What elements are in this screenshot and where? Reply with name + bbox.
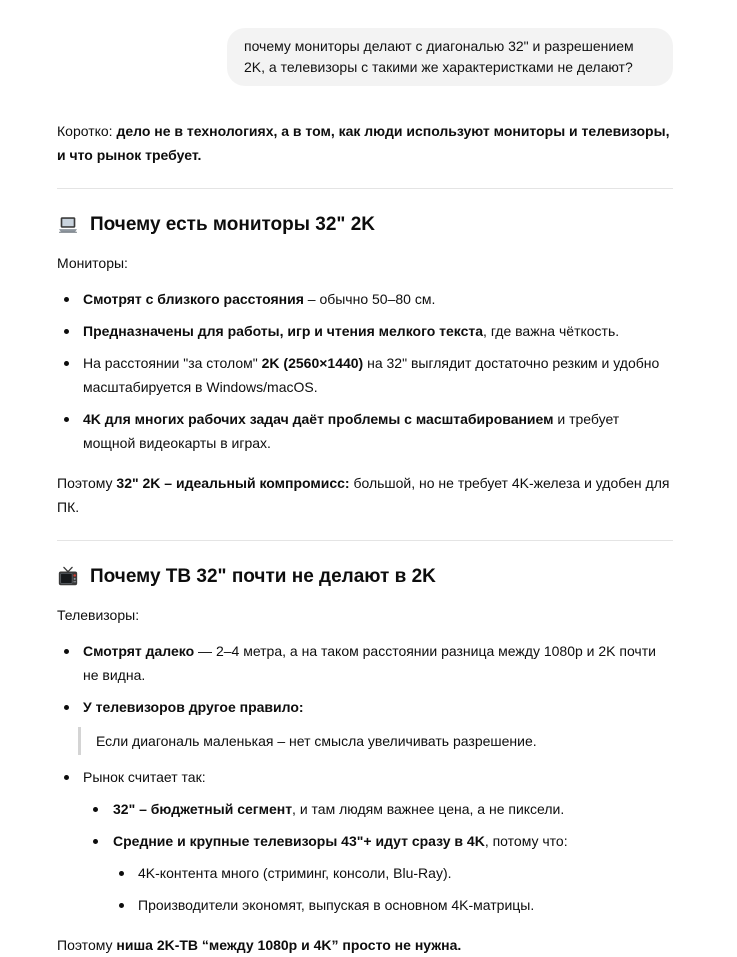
section-tv xyxy=(57,564,673,957)
list-item xyxy=(57,695,673,719)
list-item-text: Производители экономят, выпуская в основном 4K-матрицы. xyxy=(138,897,535,913)
list-item-text: Предназначены для работы, игр и чтения мелкого текста, где важна чёткость. xyxy=(83,323,620,339)
list-item-text: Средние и крупные телевизоры 43"+ идут сразу в 4K, потому что: xyxy=(113,833,568,849)
list-item xyxy=(57,639,673,687)
list-item-text: 4K для многих рабочих задач даёт проблемы с масштабированием и требует мощной видеокарты в играх. xyxy=(83,411,620,451)
list-item-text: Смотрят с близкого расстояния – обычно 50–80 см. xyxy=(83,291,436,307)
user-message-bubble xyxy=(227,28,673,86)
intro-paragraph: Коротко: дело не в технологиях, а в том, как люди используют мониторы и телевизоры, и что рынок требует. xyxy=(57,123,670,163)
list-item-text: 32" – бюджетный сегмент, и там людям важнее цена, а не пиксели. xyxy=(113,801,565,817)
list-item-text: На расстоянии "за столом" 2K (2560×1440) на 32" выглядит достаточно резким и удобно масштабируется в Windows/macOS. xyxy=(83,355,660,395)
list-item-text: Рынок считает так: xyxy=(83,769,206,785)
bullet-marker xyxy=(64,297,69,302)
monitors-list xyxy=(57,287,673,455)
list-item-text: Смотрят далеко — 2–4 метра, а на таком расстоянии разница между 1080p и 2K почти не видна. xyxy=(83,643,656,683)
laptop-icon xyxy=(57,214,79,236)
list-item xyxy=(57,893,673,917)
section-tv-title xyxy=(57,564,673,590)
list-item-text: 4K-контента много (стриминг, консоли, Blu-Ray). xyxy=(138,865,452,881)
user-message-row xyxy=(57,28,673,86)
section-monitors-title xyxy=(57,212,673,238)
bullet-marker xyxy=(64,361,69,366)
section-monitors-lead: Мониторы: xyxy=(57,255,128,271)
tv-icon xyxy=(57,566,79,588)
section-tv-outro: Поэтому ниша 2K-ТВ “между 1080p и 4K” просто не нужна. xyxy=(57,937,462,953)
list-item xyxy=(57,287,673,311)
list-item-text: У телевизоров другое правило: xyxy=(83,699,304,715)
bullet-marker xyxy=(119,871,124,876)
bullet-marker xyxy=(64,705,69,710)
bullet-marker xyxy=(93,807,98,812)
list-item xyxy=(57,319,673,343)
section-divider xyxy=(57,540,673,541)
user-message-text: почему мониторы делают с диагональю 32" и разрешением 2K, а телевизоры с такими же характеристками не делают? xyxy=(244,38,634,75)
list-item xyxy=(57,765,673,789)
bullet-marker xyxy=(64,649,69,654)
bullet-marker xyxy=(93,839,98,844)
list-item xyxy=(57,829,673,853)
list-item xyxy=(57,407,673,455)
assistant-message xyxy=(57,119,673,957)
bullet-marker xyxy=(64,417,69,422)
list-item xyxy=(57,861,673,885)
section-monitors-outro: Поэтому 32" 2K – идеальный компромисс: большой, но не требует 4K-железа и удобен для ПК. xyxy=(57,475,670,515)
bullet-marker xyxy=(64,775,69,780)
section-tv-lead: Телевизоры: xyxy=(57,607,140,623)
list-item xyxy=(57,351,673,399)
section-title-text: Почему ТВ 32" почти не делают в 2K xyxy=(90,566,436,587)
section-divider xyxy=(57,188,673,189)
tv-list xyxy=(57,639,673,917)
section-monitors xyxy=(57,212,673,519)
bullet-marker xyxy=(64,329,69,334)
blockquote: Если диагональ маленькая – нет смысла увеличивать разрешение. xyxy=(78,727,673,755)
list-item xyxy=(57,797,673,821)
section-title-text: Почему есть мониторы 32" 2K xyxy=(90,214,375,235)
bullet-marker xyxy=(119,903,124,908)
